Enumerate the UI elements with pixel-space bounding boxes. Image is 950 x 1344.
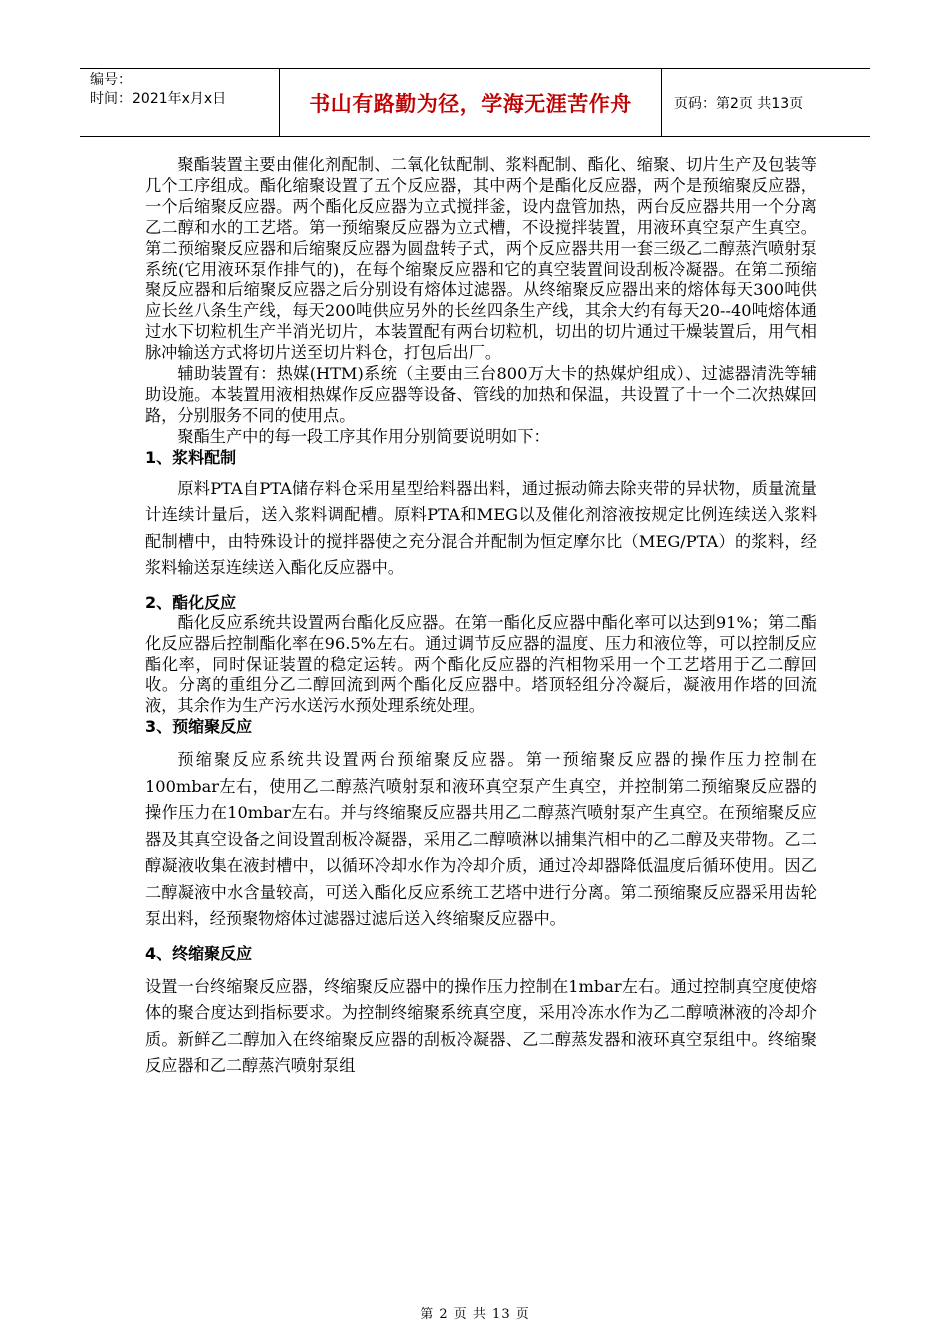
header-page-info: 页码：第2页 共13页 xyxy=(674,95,804,112)
document-body xyxy=(145,155,817,1080)
section-4-text: 设置一台终缩聚反应器，终缩聚反应器中的操作压力控制在1mbar左右。通过控制真空度使熔体的聚合度达到指标要求。为控制终缩聚系统真空度，采用冷冻水作为乙二醇喷淋液的冷却介质。新鲜乙二醇加入在终缩聚反应器的刮板冷凝器、乙二醇蒸发器和液环真空泵组中。终缩聚反应器和乙二醇蒸汽喷射泵组 xyxy=(145,976,817,1076)
section-3-text: 预缩聚反应系统共设置两台预缩聚反应器。第一预缩聚反应器的操作压力控制在100mbar左右，使用乙二醇蒸汽喷射泵和液环真空泵产生真空，并控制第二预缩聚反应器的操作压力在10mbar左右。并与终缩聚反应器共用乙二醇蒸汽喷射泵产生真空。在预缩聚反应器及其真空设备之间设置刮板冷凝器，采用乙二醇喷淋以捕集汽相中的乙二醇及夹带物。乙二醇凝液收集在液封槽中，以循环冷却水作为冷却介质，通过冷却器降低温度后循环使用。因乙二醇凝液中水含量较高，可送入酯化反应系统工艺塔中进行分离。第二预缩聚反应器采用齿轮泵出料，经预聚物熔体过滤器过滤后送入终缩聚反应器中。 xyxy=(145,750,817,929)
page-header xyxy=(80,68,870,137)
doc-time: 时间：2021年x月x日 xyxy=(90,91,227,107)
section-3-title: 3、预缩聚反应 xyxy=(145,717,253,737)
page-footer: 第 2 页 共 13 页 xyxy=(420,1307,530,1322)
section-1-title: 1、浆料配制 xyxy=(145,447,237,467)
paragraph-intro: 聚酯装置主要由催化剂配制、二氧化钛配制、浆料配制、酯化、缩聚、切片生产及包装等几个工序组成。酯化缩聚设置了五个反应器，其中两个是酯化反应器，两个是预缩聚反应器，一个后缩聚反应器。两个酯化反应器为立式搅拌釜，设内盘管加热，两台反应器共用一个分离乙二醇和水的工艺塔。第一预缩聚反应器为立式槽，不设搅拌装置，用液环真空泵产生真空。第二预缩聚反应器和后缩聚反应器为圆盘转子式，两个反应器共用一套三级乙二醇蒸汽喷射泵系统(它用液环泵作排气的)，在每个缩聚反应器和它的真空装置间设刮板冷凝器。在第二预缩聚反应器和后缩聚反应器之后分别设有熔体过滤器。从终缩聚反应器出来的熔体每天300吨供应长丝八条生产线，每天200吨供应另外的长丝四条生产线，其余大约有每天20--40吨熔体通过水下切粒机生产半消光切片，本装置配有两台切粒机，切出的切片通过干燥装置后，用气相脉冲输送方式将切片送至切片料仓，打包后出厂。 xyxy=(145,155,817,363)
header-motto: 书山有路勤为径，学海无涯苦作舟 xyxy=(280,69,662,136)
paragraph-aux: 辅助装置有：热媒(HTM)系统（主要由三台800万大卡的热媒炉组成）、过滤器清洗等辅助设施。本装置用液相热媒作反应器等设备、管线的加热和保温，共设置了十一个二次热媒回路，分别服务不同的使用点。 xyxy=(145,364,817,425)
section-2-title: 2、酯化反应 xyxy=(145,592,237,612)
section-1-text: 原料PTA自PTA储存料仓采用星型给料器出料，通过振动筛去除夹带的异状物，质量流量计连续计量后，送入浆料调配槽。原料PTA和MEG以及催化剂溶液按规定比例连续送入浆料配制槽中，由特殊设计的搅拌器使之充分混合并配制为恒定摩尔比（MEG/PTA）的浆料，经浆料输送泵连续送入酯化反应器中。 xyxy=(145,478,817,578)
header-info xyxy=(80,69,280,136)
doc-number: 编号： xyxy=(90,72,132,88)
paragraph-summary: 聚酯生产中的每一段工序其作用分别简要说明如下： xyxy=(177,426,550,446)
section-4-title: 4、终缩聚反应 xyxy=(145,943,253,963)
section-2-text: 酯化反应系统共设置两台酯化反应器。在第一酯化反应器中酯化率可以达到91%；第二酯化反应器后控制酯化率在96.5%左右。通过调节反应器的温度、压力和液位等，可以控制反应酯化率，同时保证装置的稳定运转。两个酯化反应器的汽相物采用一个工艺塔用于乙二醇回收。分离的重组分乙二醇回流到两个酯化反应器中。塔顶轻组分冷凝后，凝液用作塔的回流液，其余作为生产污水送污水预处理系统处理。 xyxy=(145,612,817,716)
